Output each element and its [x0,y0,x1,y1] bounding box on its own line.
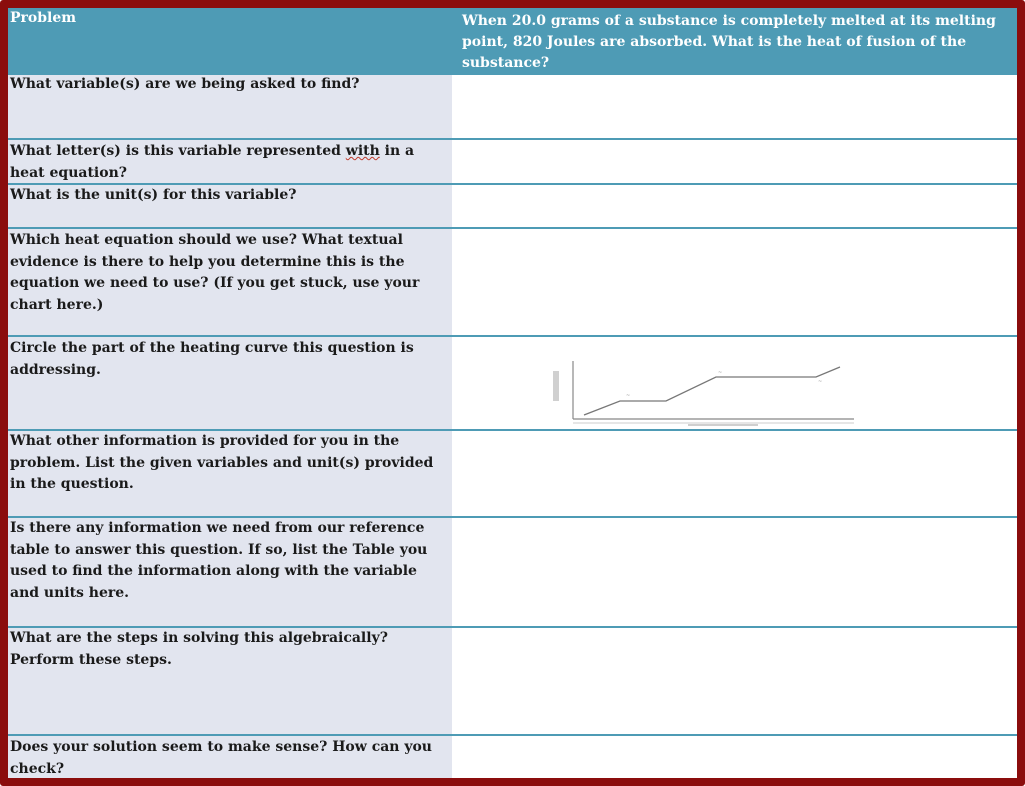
question-reference-table: Is there any information we need from our reference table to answer this question. If so, list the Table you used to find the information along with the variable and units here. [10,520,428,601]
question-letter-part1: What letter(s) is this variable represented [10,143,346,159]
question-sense-check: Does your solution seem to make sense? How can you check? [10,739,432,777]
row-divider [8,138,1017,140]
svg-text:~: ~ [818,379,823,385]
row-divider [8,227,1017,229]
header-row [8,8,1017,75]
spellcheck-word: with [345,143,380,159]
svg-text:~: ~ [718,370,723,376]
row-divider [8,335,1017,337]
question-given-info: What other information is provided for you in the problem. List the given variables and unit(s) provided in the question. [10,433,434,492]
heating-curve-graph-icon[interactable] [548,357,858,429]
svg-text:~: ~ [626,393,631,399]
question-letter-part2: in a heat equation? [10,143,415,181]
question-variable: What variable(s) are we being asked to find? [10,76,360,92]
problem-statement: When 20.0 grams of a substance is completely melted at its melting point, 820 Joules are absorbed. What is the heat of fusion of the substance? [462,13,996,71]
question-letter [10,141,446,184]
question-unit: What is the unit(s) for this variable? [10,187,297,203]
problem-header: Problem [10,10,77,26]
question-heating-curve: Circle the part of the heating curve this question is addressing. [10,340,414,378]
question-equation: Which heat equation should we use? What textual evidence is there to help you determine this is the equation we need to use? (If you get stuck, use your chart here.) [10,232,420,313]
row-divider [8,734,1017,736]
question-algebra-steps: What are the steps in solving this algebraically? Perform these steps. [10,630,388,668]
